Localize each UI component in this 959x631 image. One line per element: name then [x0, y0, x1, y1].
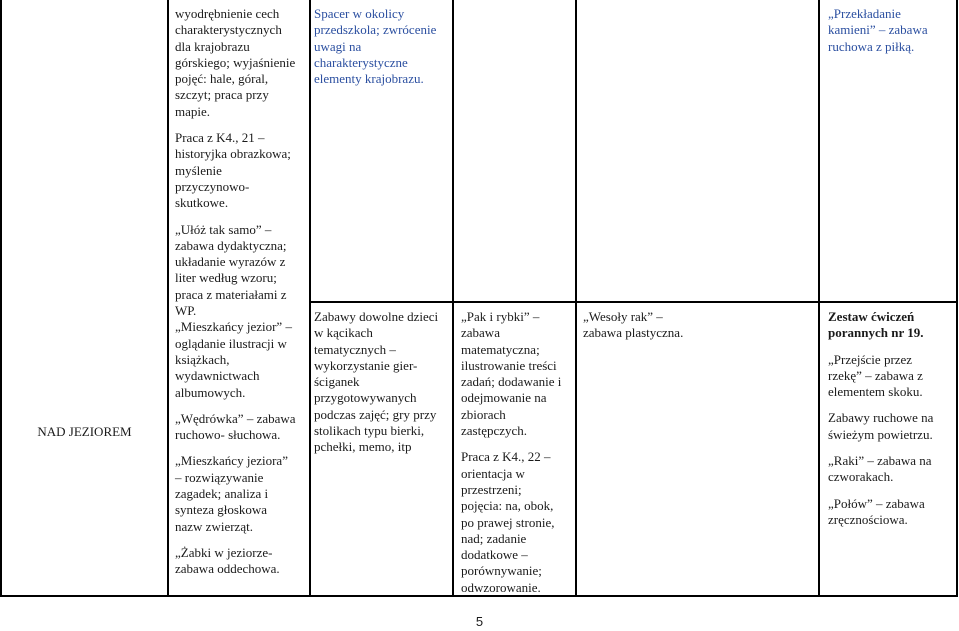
activity-mieszkancy-jeziora: „Mieszkańcy jeziora” – rozwiązywanie zagadek; analiza i synteza głoskowa nazw zwierząt. — [175, 453, 288, 534]
table-border-left — [0, 0, 2, 597]
math-cell — [461, 309, 575, 596]
activity-raki: „Raki” – zabawa na czworakach. — [828, 453, 932, 485]
activity-wesoly-rak: „Wesoły rak” – zabawa plastyczna. — [583, 309, 684, 341]
art-cell — [583, 309, 818, 342]
activity-mountain-landscape: wyodrębnienie cech charakterystycznych dla krajobrazu górskiego; wyjaśnienie pojęć: hale, góral, szczyt; praca przy mapie. — [175, 6, 296, 119]
stones-cell — [828, 6, 956, 55]
column-divider-3 — [452, 0, 454, 597]
activity-k4-22: Praca z K4., 22 – orientacja w przestrzeni; pojęcia: na, obok, po prawej stronie, nad; zadanie dodatkowe – porównywanie; odwzorowanie. — [461, 449, 555, 595]
activity-przejscie-przez-rzeke: „Przejście przez rzekę” – zabawa z elementem skoku. — [828, 351, 923, 400]
walk-cell — [314, 6, 452, 87]
column-divider-1 — [167, 0, 169, 597]
activity-zabawy-dowolne: Zabawy dowolne dzieci w kącikach tematycznych – wykorzystanie gier- ściganek przygotowywanych podczas zajęć; gry przy stolikach typu bierki, pchełki, memo, itp — [314, 309, 439, 455]
column-divider-4 — [575, 0, 577, 597]
activities-cell — [175, 6, 307, 578]
column-divider-2 — [309, 0, 311, 597]
theme-cell — [2, 424, 167, 440]
activity-uloz-tak-samo: „Ułóż tak samo” – zabawa dydaktyczna; układanie wyrazów z liter według wzoru; praca z materiałami z WP. — [175, 221, 287, 319]
table-border-right — [956, 0, 958, 597]
row-divider — [309, 301, 958, 303]
movement-cell — [828, 309, 956, 528]
column-divider-5 — [818, 0, 820, 597]
activity-wedrowka: „Wędrówka” – zabawa ruchowo- słuchowa. — [175, 410, 296, 443]
activity-pak-i-rybki: „Pak i rybki” – zabawa matematyczna; ilustrowanie treści zadań; dodawanie i odejmowanie na zbiorach zastępczych. — [461, 309, 562, 439]
activity-spacer: Spacer w okolicy przedszkola; zwrócenie uwagi na charakterystyczne elementy krajobrazu. — [314, 6, 437, 87]
activity-przekladanie-kamieni: „Przekładanie kamieni” – zabawa ruchowa z piłką. — [828, 6, 928, 54]
page-number: 5 — [475, 614, 484, 629]
activity-mieszkancy-jezior: „Mieszkańcy jezior” – oglądanie ilustracji w książkach, wydawnictwach albumowych. — [175, 319, 292, 400]
free-play-cell — [314, 309, 452, 456]
activity-zabawy-ruchowe: Zabawy ruchowe na świeżym powietrzu. — [828, 410, 934, 442]
activity-zestaw-cwiczen: Zestaw ćwiczeń porannych nr 19. — [828, 309, 924, 341]
activity-k4-21: Praca z K4., 21 – historyjka obrazkowa; myślenie przyczynowo- skutkowe. — [175, 130, 291, 211]
activity-polow: „Połów” – zabawa zręcznościowa. — [828, 495, 925, 527]
theme-label: NAD JEZIOREM — [37, 424, 132, 439]
activity-zabki: „Żabki w jeziorze- zabawa oddechowa. — [175, 544, 280, 577]
